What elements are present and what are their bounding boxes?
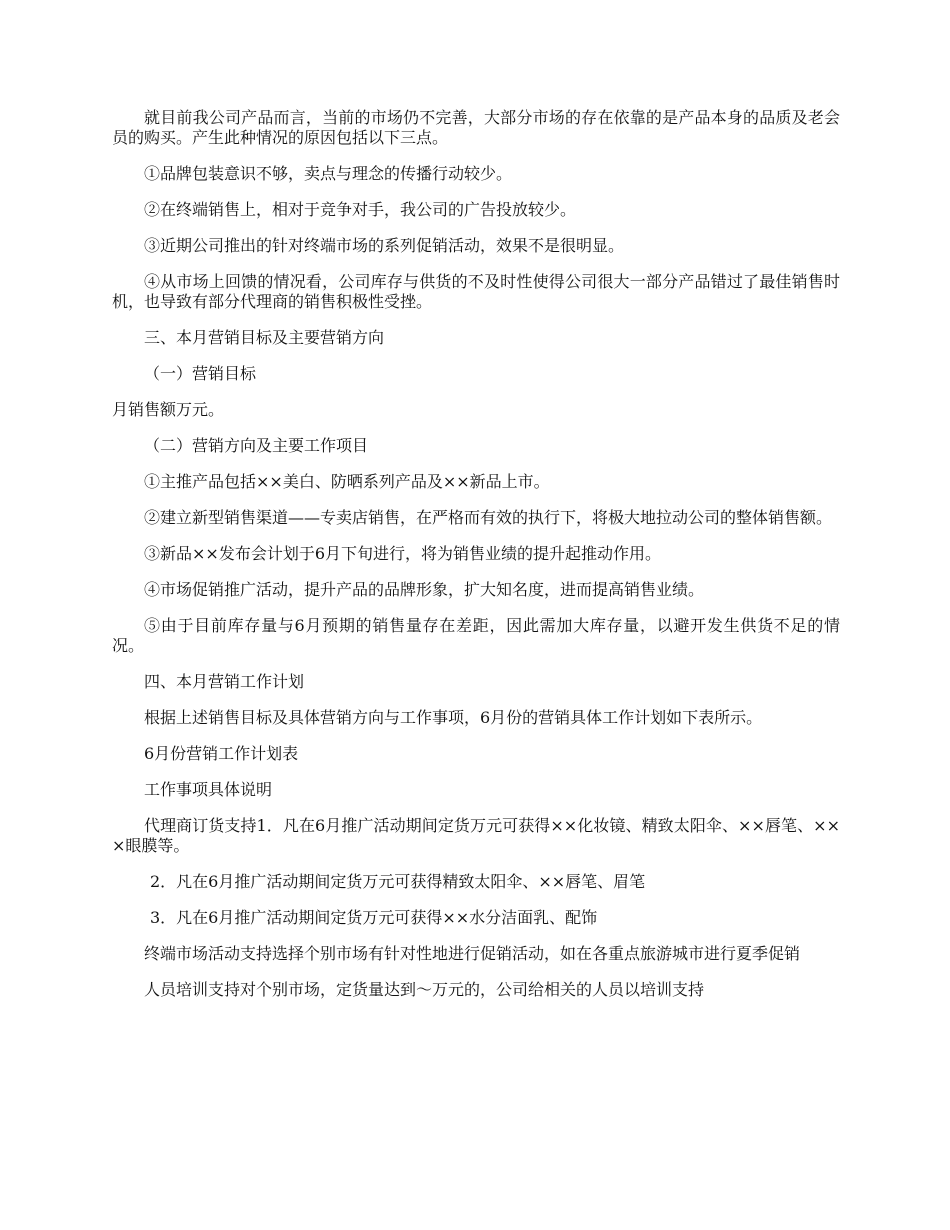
paragraph-direction-4: ④市场促销推广活动，提升产品的品牌形象，扩大知名度，进而提高销售业绩。 bbox=[144, 580, 705, 599]
table-row-agent-order-3: 3．凡在6月推广活动期间定货万元可获得××水分洁面乳、配饰 bbox=[150, 908, 598, 927]
table-row-agent-order: 代理商订货支持1．凡在6月推广活动期间定货万元可获得××化妆镜、精致太阳伞、××唇笔、×××眼膜等。 bbox=[112, 816, 840, 855]
table-row-agent-order-2: 2．凡在6月推广活动期间定货万元可获得精致太阳伞、××唇笔、眉笔 bbox=[150, 872, 646, 891]
paragraph-direction-3: ③新品××发布会计划于6月下旬进行，将为销售业绩的提升起推动作用。 bbox=[144, 544, 661, 563]
section-heading-4: 四、本月营销工作计划 bbox=[144, 672, 305, 691]
paragraph-reason-4: ④从市场上回馈的情况看，公司库存与供货的不及时性使得公司很大一部分产品错过了最佳销售时机，也导致有部分代理商的销售积极性受挫。 bbox=[112, 272, 840, 311]
paragraph-plan-intro: 根据上述销售目标及具体营销方向与工作事项，6月份的营销具体工作计划如下表所示。 bbox=[144, 708, 763, 727]
table-header: 工作事项具体说明 bbox=[144, 780, 273, 799]
paragraph-direction-2: ②建立新型销售渠道——专卖店销售，在严格而有效的执行下，将极大地拉动公司的整体销售额。 bbox=[144, 508, 833, 527]
paragraph-intro: 就目前我公司产品而言，当前的市场仍不完善，大部分市场的存在依靠的是产品本身的品质及老会员的购买。产生此种情况的原因包括以下三点。 bbox=[112, 108, 840, 147]
section-heading-3: 三、本月营销目标及主要营销方向 bbox=[144, 328, 385, 347]
paragraph-sales-target: 月销售额万元。 bbox=[112, 400, 225, 419]
table-title: 6月份营销工作计划表 bbox=[144, 744, 299, 763]
subsection-heading-2: （二）营销方向及主要工作项目 bbox=[144, 436, 369, 455]
paragraph-direction-1: ①主推产品包括××美白、防晒系列产品及××新品上市。 bbox=[144, 472, 550, 491]
table-row-staff-training: 人员培训支持对个别市场，定货量达到～万元的，公司给相关的人员以培训支持 bbox=[144, 980, 705, 999]
paragraph-direction-5: ⑤由于目前库存量与6月预期的销售量存在差距，因此需加大库存量，以避开发生供货不足的情况。 bbox=[112, 616, 840, 655]
subsection-heading-1: （一）营销目标 bbox=[144, 364, 257, 383]
table-row-terminal-market: 终端市场活动支持选择个别市场有针对性地进行促销活动，如在各重点旅游城市进行夏季促销 bbox=[144, 944, 801, 963]
paragraph-reason-2: ②在终端销售上，相对于竞争对手，我公司的广告投放较少。 bbox=[144, 200, 577, 219]
document-page bbox=[112, 108, 840, 1000]
paragraph-reason-1: ①品牌包装意识不够，卖点与理念的传播行动较少。 bbox=[144, 164, 513, 183]
paragraph-reason-3: ③近期公司推出的针对终端市场的系列促销活动，效果不是很明显。 bbox=[144, 236, 625, 255]
